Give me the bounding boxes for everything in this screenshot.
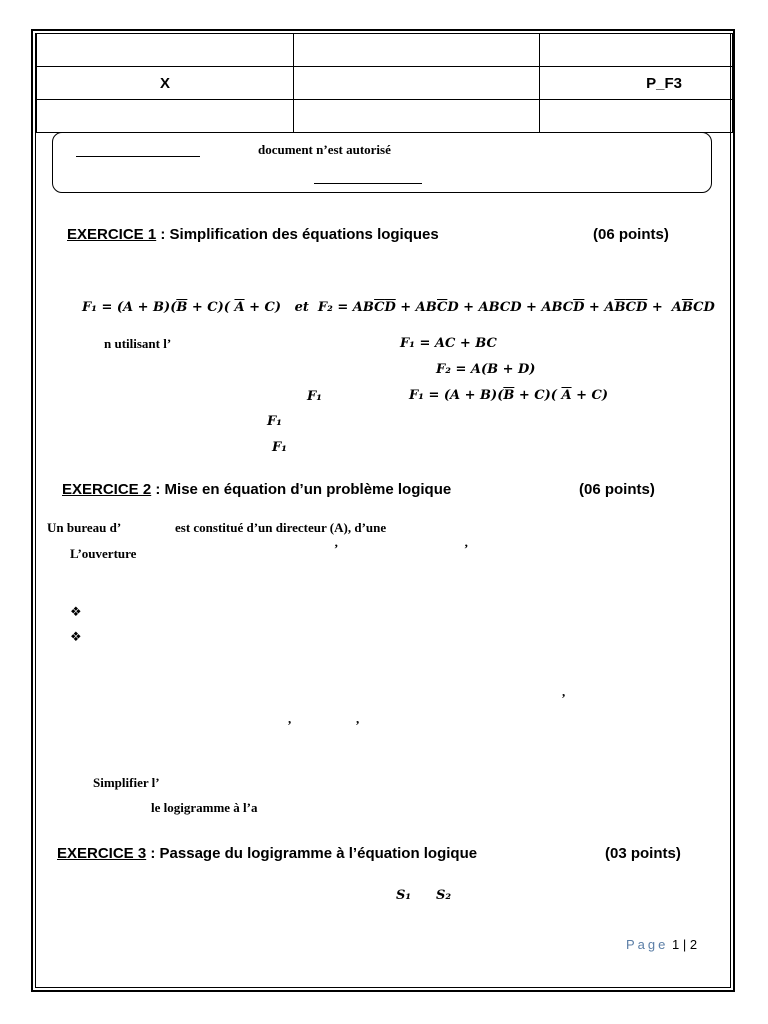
header-cell: [37, 34, 294, 67]
header-table: [36, 33, 733, 133]
eq-part: + C) et F₂ = AB: [244, 300, 375, 315]
exercise1-title: : Simplification des équations logiques: [156, 226, 439, 243]
eq-part: $\overline{B}$: [681, 300, 694, 315]
q-logigramme: le logigramme à l’a: [151, 800, 258, 815]
ex2-line1-b: est constitué d’un directeur (A), d’une: [175, 520, 387, 535]
comma-mark: ,: [356, 711, 360, 726]
eq-part: $\overline{D}$: [636, 300, 648, 315]
exercise2-points: (06 points): [579, 481, 655, 498]
header-cell: [294, 100, 540, 133]
eq-part: F₁ = (A + B)(: [409, 388, 504, 403]
eq-part: $\overline{D}$: [384, 300, 396, 315]
exercise3-points: (03 points): [605, 845, 681, 862]
eq-part: $\overline{D}$: [573, 300, 585, 315]
output-s1: S₁: [396, 888, 412, 903]
notice-text: document n’est autorisé: [258, 142, 391, 157]
header-cell: [294, 67, 540, 100]
exercise1-label: EXERCICE 1: [67, 226, 157, 243]
eq-part: D + ABCD + ABC: [447, 300, 574, 315]
eq-part: $\overline{B}$: [614, 300, 626, 315]
header-cell: [540, 100, 733, 133]
exercise3-label: EXERCICE 3: [57, 845, 147, 862]
exercise1-equations: [82, 300, 715, 315]
eq-part: + C): [571, 388, 609, 403]
q-simplify: Simplifier l’: [93, 775, 160, 790]
eq-part: + C)(: [514, 388, 562, 403]
eq-part: + A: [647, 300, 682, 315]
apostrophe-mark: ’: [334, 541, 339, 556]
f1-label: F₁: [267, 414, 282, 429]
comma-mark: ,: [562, 684, 566, 699]
f1-label: F₁: [272, 440, 287, 455]
blank-line: [314, 183, 422, 184]
eq-part: $\overline{A}$: [234, 300, 245, 315]
eq-part: $\overline{A}$: [561, 388, 572, 403]
f1-equation: [409, 388, 608, 403]
ex2-line2: L’ouverture: [70, 546, 137, 561]
eq-part: + C)(: [187, 300, 235, 315]
eq-part: $\overline{C}$: [374, 300, 385, 315]
eq-part: $\overline{B}$: [503, 388, 515, 403]
apostrophe-mark: ’: [464, 541, 469, 556]
page-word: Page: [626, 937, 669, 952]
eq-part: CD: [693, 300, 715, 315]
eq-part: F₁ = (A + B)(: [82, 300, 177, 315]
exercise2-label: EXERCICE 2: [62, 481, 152, 498]
eq-part: $\overline{C}$: [625, 300, 637, 315]
header-row: [37, 67, 733, 100]
exercise2-title: : Mise en équation d’un problème logique: [151, 481, 452, 498]
header-course-code: P_F3: [540, 67, 733, 100]
q1-text: n utilisant l’: [104, 336, 172, 351]
exercise2-heading: [62, 481, 451, 498]
blank-line: [76, 156, 200, 157]
f2-simplified: F₂ = A(B + D): [436, 362, 536, 377]
header-row: [37, 34, 733, 67]
eq-part: $\overline{B}$: [176, 300, 188, 315]
header-cell: X: [37, 67, 294, 100]
header-cell: [294, 34, 540, 67]
bullet-icon: ❖: [70, 604, 82, 619]
output-s2: S₂: [436, 888, 452, 903]
page-number: [626, 937, 697, 952]
eq-part: $\overline{C}$: [437, 300, 448, 315]
header-cell: [540, 34, 733, 67]
f1-label: F₁: [307, 389, 322, 404]
header-cell: [37, 100, 294, 133]
page-current: 1: [672, 937, 680, 952]
exercise1-heading: [67, 226, 439, 243]
comma-mark: ,: [288, 711, 292, 726]
exercise3-title: : Passage du logigramme à l’équation logique: [146, 845, 478, 862]
f1-simplified: F₁ = AC + BC: [400, 336, 497, 351]
header-row: [37, 100, 733, 133]
eq-part: + AB: [395, 300, 437, 315]
page-separator: |: [682, 937, 687, 952]
ex2-line1-a: Un bureau d’: [47, 520, 122, 535]
exercise1-points: (06 points): [593, 226, 669, 243]
bullet-icon: ❖: [70, 629, 82, 644]
exercise3-heading: [57, 845, 477, 862]
eq-part: + A: [584, 300, 615, 315]
page-total: 2: [689, 937, 698, 952]
